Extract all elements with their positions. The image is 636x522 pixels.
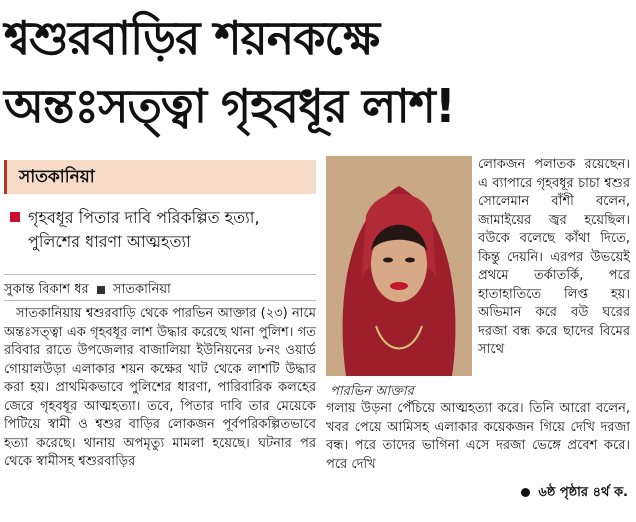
photo-caption: পারভিন আক্তার bbox=[330, 384, 414, 399]
left-column bbox=[4, 160, 316, 299]
headline-line-2: অন্তঃসত্ত্বা গৃহবধূর লাশ! bbox=[4, 79, 455, 133]
headline-line-1: শ্বশুরবাড়ির শয়নকক্ষে bbox=[4, 11, 380, 65]
byline bbox=[4, 274, 316, 299]
separator-square-icon bbox=[97, 286, 105, 294]
body-left-column bbox=[4, 300, 316, 472]
body-bottom-block bbox=[326, 400, 630, 474]
dateline-box bbox=[4, 160, 316, 194]
continuation-text: ৬ষ্ঠ পৃষ্ঠার ৪র্থ ক. bbox=[538, 485, 628, 500]
continuation-note bbox=[521, 483, 628, 504]
body-bottom-text: গলায় উড়না পেঁচিয়ে আত্মহত্যা করে। তিনি আরো বলেন, খবর পেয়ে আমিসহ এলাকার কয়েকজন গিয়ে দেখি দরজা বন্ধ। পরে তাদের ভাগিনা এসে দরজা ভেঙ্গে প্রবেশ করে। পরে দেখি bbox=[326, 401, 630, 472]
portrait-photo bbox=[326, 156, 472, 376]
dateline: সাতকানিয়া bbox=[19, 167, 95, 187]
byline-location: সাতকানিয়া bbox=[112, 282, 171, 297]
bullet-square-icon bbox=[10, 212, 20, 222]
body-left-text: সাতকানিয়ায় শ্বশুরবাড়ি থেকে পারভিন আক্তার (২৩) নামে অন্তঃসত্ত্বা এক গৃহবধূর লাশ উদ্ধার করেছে থানা পুলিশ। গত রবিবার রাতে উপজেলার বাজালিয়া ইউনিয়নের ৮নং ওয়ার্ড গোয়ালউড়া এলাকার শয়ন কক্ষের খাট থেকে লাশটি উদ্ধার করা হয়। প্রাথমিকভাবে পুলিশের ধারণা, পারিবারিক কলহের জেরে গৃহবধূর আত্মহত্যা। তবে, পিতার দাবি তার মেয়েকে পিটিয়ে স্বামী ও শ্বশুর বাড়ির লোকজন পূর্বপরিকল্পিতভাবে হত্যা করেছে। থানায় অপমৃত্যু মামলা হয়েছে। ঘটনার পর থেকে স্বামীসহ শ্বশুরবাড়ির bbox=[4, 306, 316, 469]
subheadline-text: গৃহবধূর পিতার দাবি পরিকল্পিত হত্যা, পুলিশের ধারণা আত্মহত্যা bbox=[28, 208, 260, 251]
body-right-column bbox=[478, 156, 630, 360]
body-right-text: লোকজন পলাতক রয়েছেন। এ ব্যাপারে গৃহবধূর চাচা শ্বশুর সোলেমান বাঁশী বলেন, জামাইয়ের জ্বর হয়েছিল। বউকে বলেছে কাঁথা দিতে, কিন্তু দেয়নি। এরপর উভয়েই প্রথমে তর্কাতর্কি, পরে হাতাহাতিতে লিপ্ত হয়। অভিমান করে বউ ঘরের দরজা বন্ধ করে ছাদের বিমের সাথে bbox=[478, 157, 630, 357]
byline-author: সুকান্ত বিকাশ ধর bbox=[4, 282, 89, 297]
bullet-dot-icon bbox=[521, 488, 530, 497]
subheadline bbox=[4, 206, 316, 254]
portrait-illustration bbox=[326, 156, 472, 376]
